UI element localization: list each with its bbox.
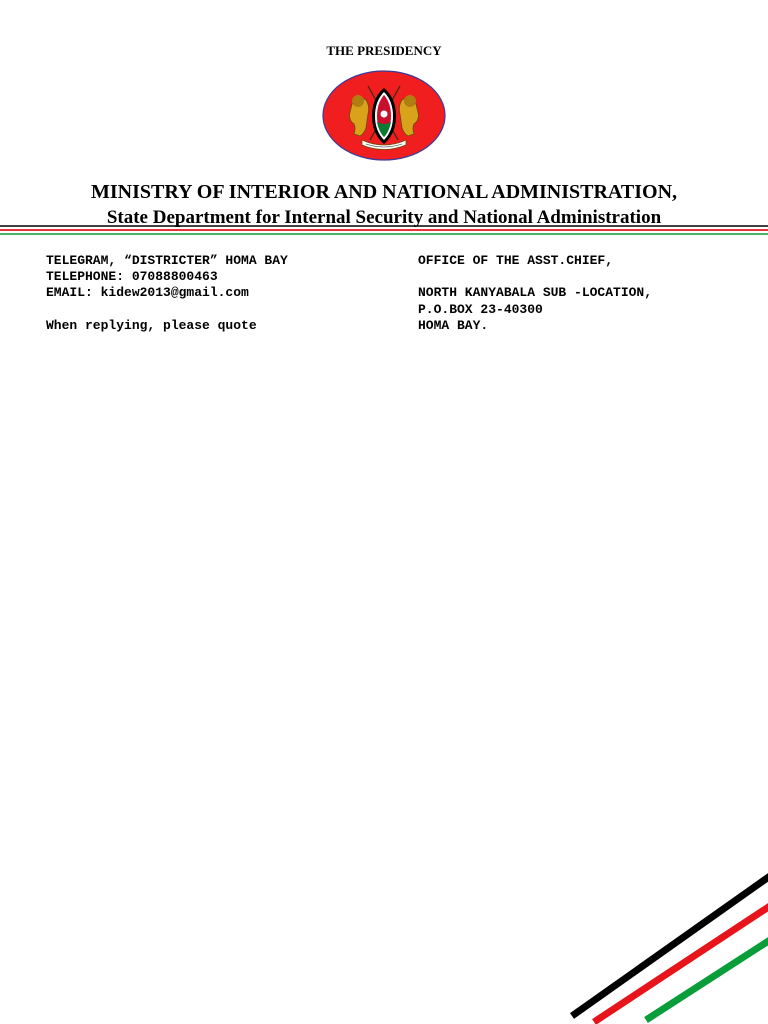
office-po-box: P.O.BOX 23-40300 bbox=[418, 301, 543, 317]
department-title: State Department for Internal Security and National Administration bbox=[106, 207, 662, 228]
telegram-line: TELEGRAM, “DISTRICTER” HOMA BAY bbox=[46, 253, 288, 268]
kenya-coat-of-arms-icon bbox=[322, 70, 446, 161]
telephone-line: TELEPHONE: 07088800463 bbox=[46, 269, 218, 285]
contact-block bbox=[46, 253, 288, 334]
ministry-title: MINISTRY OF INTERIOR AND NATIONAL ADMINISTRATION, bbox=[90, 181, 678, 203]
presidency-heading: THE PRESIDENCY bbox=[326, 43, 442, 58]
header-divider bbox=[0, 222, 768, 238]
reply-note: When replying, please quote bbox=[46, 317, 257, 333]
contact-spacer bbox=[46, 302, 288, 318]
office-location: NORTH KANYABALA SUB -LOCATION, bbox=[418, 285, 653, 301]
office-spacer bbox=[418, 269, 652, 285]
email-line: EMAIL: kidew2013@gmail.com bbox=[46, 285, 249, 301]
office-address-block bbox=[418, 253, 652, 334]
corner-flag-stripes bbox=[560, 860, 768, 1024]
office-title: OFFICE OF THE ASST.CHIEF, bbox=[418, 253, 614, 268]
office-town: HOMA BAY. bbox=[418, 317, 489, 333]
